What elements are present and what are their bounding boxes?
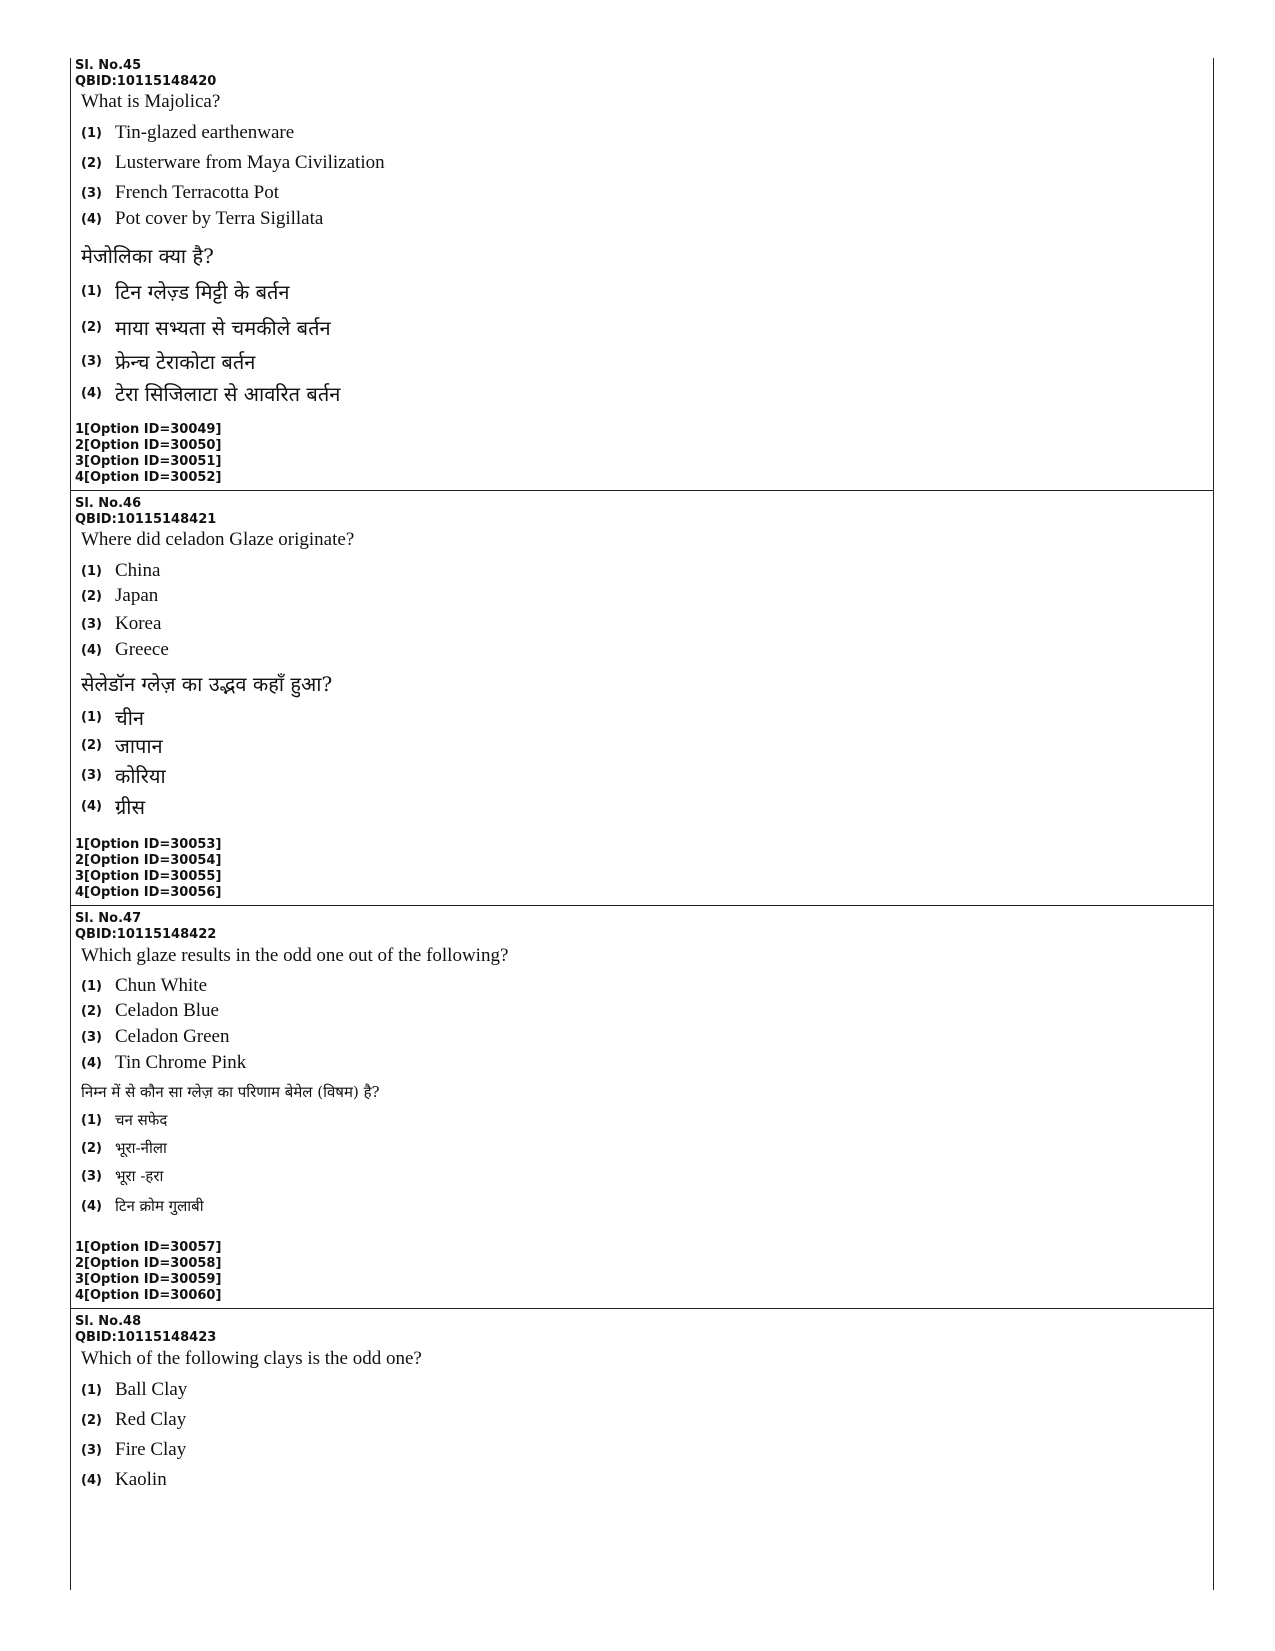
option-id: 2[Option ID=30050] (75, 438, 222, 453)
option-english (81, 1439, 186, 1461)
option-number: (4) (81, 799, 102, 814)
question-paper-page (70, 58, 1214, 1590)
qbid: QBID:10115148422 (75, 927, 217, 942)
option-number: (4) (81, 1055, 102, 1071)
option-hindi (81, 348, 255, 375)
option-id: 4[Option ID=30052] (75, 470, 222, 485)
option-number: (4) (81, 642, 102, 658)
option-hindi (81, 793, 145, 820)
option-number: (2) (81, 155, 102, 171)
option-english (81, 585, 158, 607)
option-id: 2[Option ID=30054] (75, 853, 222, 868)
option-number: (2) (81, 738, 102, 753)
question-meta (75, 496, 216, 528)
option-id-list (75, 837, 221, 901)
option-english (81, 122, 294, 144)
option-text: Korea (115, 613, 162, 634)
option-english (81, 182, 279, 204)
option-text: ग्रीस (115, 795, 145, 819)
serial-number: Sl. No.45 (75, 58, 142, 73)
option-text: Greece (115, 639, 169, 660)
option-text: चन सफेद (115, 1111, 168, 1129)
option-text: भूरा-नीला (115, 1139, 167, 1157)
option-text: French Terracotta Pot (115, 182, 279, 203)
option-text: Fire Clay (115, 1439, 187, 1460)
option-number: (3) (81, 1029, 102, 1045)
option-english (81, 1052, 246, 1074)
option-text: फ्रेन्च टेराकोटा बर्तन (115, 350, 256, 374)
option-number: (4) (81, 386, 102, 401)
option-id: 3[Option ID=30051] (75, 454, 222, 469)
option-id: 1[Option ID=30049] (75, 422, 222, 437)
option-hindi (81, 1138, 167, 1158)
option-hindi (81, 1196, 204, 1216)
option-text: टेरा सिजिलाटा से आवरित बर्तन (115, 382, 341, 406)
option-hindi (81, 380, 340, 407)
option-english (81, 1026, 229, 1048)
option-number: (3) (81, 1168, 102, 1184)
option-id: 4[Option ID=30056] (75, 885, 222, 900)
option-id-list (75, 1240, 221, 1304)
question-divider (71, 490, 1213, 491)
option-text: China (115, 560, 161, 581)
option-number: (1) (81, 563, 102, 579)
serial-number: Sl. No.46 (75, 496, 142, 511)
option-id: 3[Option ID=30055] (75, 869, 222, 884)
option-text: Red Clay (115, 1409, 187, 1430)
option-number: (2) (81, 588, 102, 604)
option-number: (3) (81, 185, 102, 201)
option-id: 3[Option ID=30059] (75, 1272, 222, 1287)
option-text: माया सभ्यता से चमकीले बर्तन (115, 316, 331, 340)
question-divider (71, 905, 1213, 906)
option-number: (2) (81, 1140, 102, 1156)
option-number: (2) (81, 1003, 102, 1019)
option-id: 1[Option ID=30053] (75, 837, 222, 852)
option-text: Celadon Blue (115, 1000, 219, 1021)
option-number: (3) (81, 616, 102, 632)
option-english (81, 639, 169, 661)
option-number: (4) (81, 211, 102, 227)
option-text: भूरा -हरा (115, 1167, 164, 1185)
serial-number: Sl. No.47 (75, 911, 142, 926)
option-text: Chun White (115, 975, 208, 996)
qbid: QBID:10115148420 (75, 74, 217, 89)
qbid: QBID:10115148423 (75, 1330, 217, 1345)
option-text: Kaolin (115, 1469, 167, 1490)
qbid: QBID:10115148421 (75, 512, 217, 527)
option-text: Tin-glazed earthenware (115, 122, 295, 143)
question-stem-english: What is Majolica? (81, 91, 221, 112)
option-text: जापान (115, 734, 163, 758)
question-stem-english: Which of the following clays is the odd one? (81, 1348, 422, 1369)
option-english (81, 613, 161, 635)
question-stem-english: Where did celadon Glaze originate? (81, 529, 355, 550)
option-text: Pot cover by Terra Sigillata (115, 208, 324, 229)
option-id: 4[Option ID=30060] (75, 1288, 222, 1303)
option-number: (2) (81, 1412, 102, 1428)
option-number: (4) (81, 1472, 102, 1488)
option-id-list (75, 422, 221, 486)
option-english (81, 152, 385, 174)
option-english (81, 208, 323, 230)
option-id: 2[Option ID=30058] (75, 1256, 222, 1271)
option-number: (3) (81, 768, 102, 783)
option-hindi (81, 732, 163, 759)
option-text: कोरिया (115, 764, 166, 788)
option-text: Ball Clay (115, 1379, 188, 1400)
option-number: (3) (81, 354, 102, 369)
option-english (81, 1000, 219, 1022)
option-hindi (81, 278, 290, 305)
option-english (81, 1379, 187, 1401)
option-text: टिन ग्लेज़्ड मिट्टी के बर्तन (115, 280, 290, 304)
option-hindi (81, 1166, 163, 1186)
option-english (81, 560, 160, 582)
question-stem-hindi: मेजोलिका क्या है? (81, 244, 214, 268)
question-meta (75, 58, 216, 90)
option-text: टिन क्रोम गुलाबी (115, 1197, 204, 1215)
question-stem-hindi: निम्न में से कौन सा ग्लेज़ का परिणाम बेमेल (विषम) है? (81, 1083, 380, 1101)
option-english (81, 1409, 186, 1431)
option-hindi (81, 314, 331, 341)
question-stem-hindi: सेलेडॉन ग्लेज़ का उद्भव कहाँ हुआ? (81, 672, 333, 696)
option-number: (1) (81, 1112, 102, 1128)
option-number: (1) (81, 284, 102, 299)
option-number: (1) (81, 710, 102, 725)
question-divider (71, 1308, 1213, 1309)
question-meta (75, 911, 216, 943)
option-english (81, 975, 207, 997)
option-text: Lusterware from Maya Civilization (115, 152, 385, 173)
option-hindi (81, 762, 166, 789)
option-hindi (81, 704, 144, 731)
option-text: Celadon Green (115, 1026, 230, 1047)
option-english (81, 1469, 167, 1491)
serial-number: Sl. No.48 (75, 1314, 142, 1329)
option-id: 1[Option ID=30057] (75, 1240, 222, 1255)
option-text: Japan (115, 585, 159, 606)
option-text: चीन (115, 706, 144, 730)
question-meta (75, 1314, 216, 1346)
option-number: (4) (81, 1198, 102, 1214)
option-number: (1) (81, 125, 102, 141)
option-text: Tin Chrome Pink (115, 1052, 247, 1073)
option-number: (3) (81, 1442, 102, 1458)
option-number: (1) (81, 978, 102, 994)
question-stem-english: Which glaze results in the odd one out of the following? (81, 945, 509, 966)
option-number: (1) (81, 1382, 102, 1398)
option-number: (2) (81, 320, 102, 335)
option-hindi (81, 1110, 167, 1130)
